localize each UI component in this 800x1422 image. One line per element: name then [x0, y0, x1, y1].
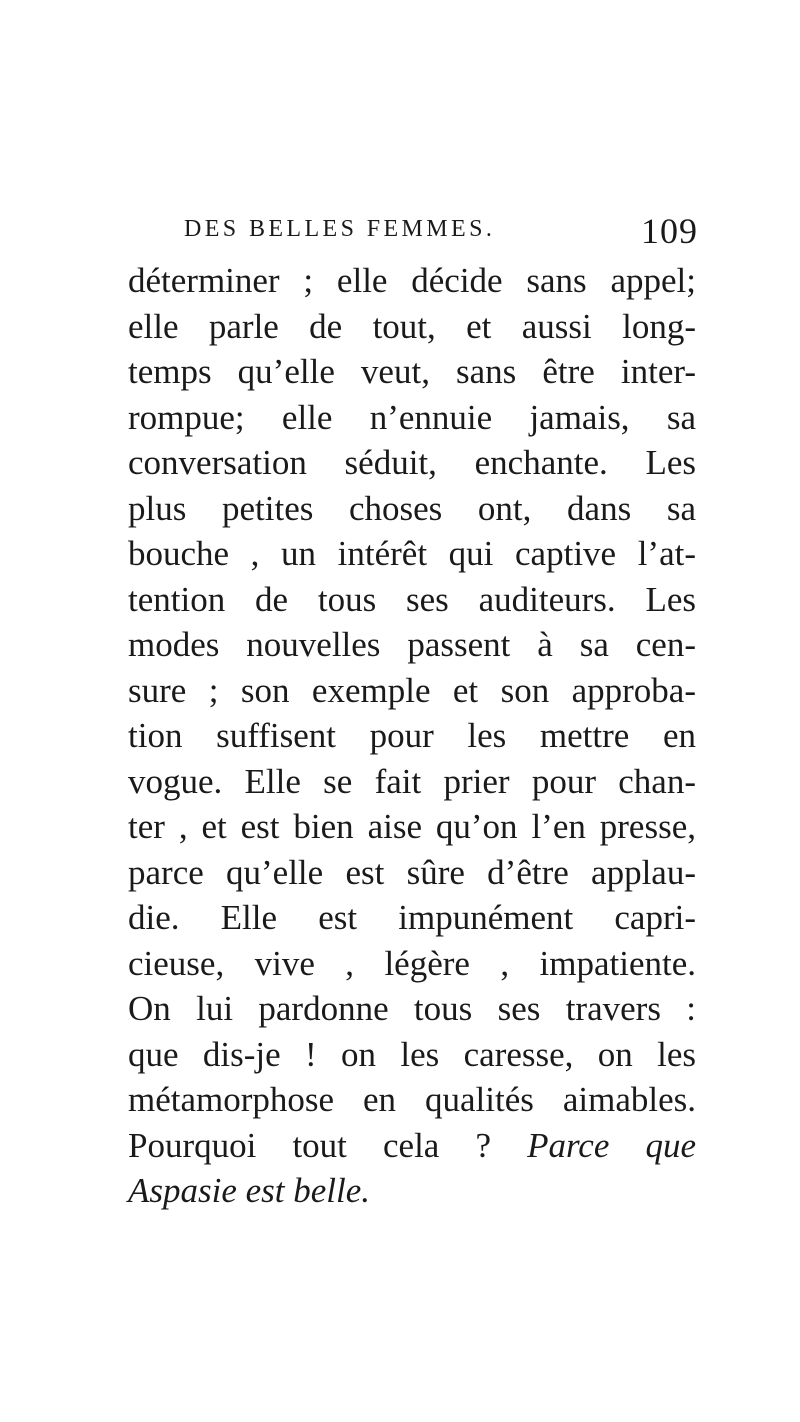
text-segment: bouche , un intérêt qui captive l’at- [128, 534, 696, 573]
text-segment: que dis-je ! on les caresse, on les [128, 1034, 696, 1074]
text-line [128, 1032, 696, 1078]
text-line [128, 668, 696, 714]
text-line [128, 804, 696, 850]
text-segment: plus petites choses ont, dans sa [128, 488, 696, 528]
text-line [128, 759, 696, 805]
body-text [128, 258, 696, 1214]
text-line [128, 941, 696, 987]
text-line [128, 395, 696, 441]
text-segment: conversation séduit, enchante. Les [128, 443, 696, 482]
text-line [128, 622, 696, 668]
text-segment: parce qu’elle est sûre d’être applau- [128, 852, 696, 892]
text-segment: ter , et est bien aise qu’on l’en presse, [128, 807, 696, 846]
running-head [184, 212, 702, 252]
text-line [128, 304, 696, 350]
text-segment: temps qu’elle veut, sans être inter- [128, 352, 696, 391]
text-segment: tion suffisent pour les mettre en [128, 716, 696, 755]
text-line [128, 895, 696, 941]
text-line [128, 1077, 696, 1123]
text-segment: sure ; son exemple et son approba- [128, 670, 696, 710]
text-segment: die. Elle est impunément capri- [128, 898, 696, 937]
text-line [128, 349, 696, 395]
italic-text-segment: Aspasie est belle. [128, 1171, 371, 1210]
text-line [128, 258, 696, 304]
italic-text-segment: Parce que [527, 1125, 697, 1165]
page-number: 109 [641, 211, 698, 251]
text-segment: On lui pardonne tous ses travers : [128, 989, 696, 1028]
text-line [128, 1168, 696, 1214]
text-line [128, 1123, 696, 1169]
text-line [128, 531, 696, 577]
text-segment: déterminer ; elle décide sans appel; [128, 261, 696, 300]
text-segment: tention de tous ses auditeurs. Les [128, 579, 696, 619]
text-line [128, 486, 696, 532]
text-segment: elle parle de tout, et aussi long- [128, 306, 696, 346]
text-segment: vogue. Elle se fait prier pour chan- [128, 761, 696, 801]
text-line [128, 986, 696, 1032]
text-segment: Pourquoi tout cela ? [128, 1125, 528, 1165]
text-line [128, 440, 696, 486]
text-segment: rompue; elle n’ennuie jamais, sa [128, 397, 696, 437]
text-segment: métamorphose en qualités aimables. [128, 1080, 696, 1119]
text-segment: modes nouvelles passent à sa cen- [128, 625, 696, 664]
text-line [128, 577, 696, 623]
text-line [128, 713, 696, 759]
running-title: DES BELLES FEMMES. [184, 216, 496, 242]
text-line [128, 850, 696, 896]
text-segment: cieuse, vive , légère , impatiente. [128, 943, 696, 983]
